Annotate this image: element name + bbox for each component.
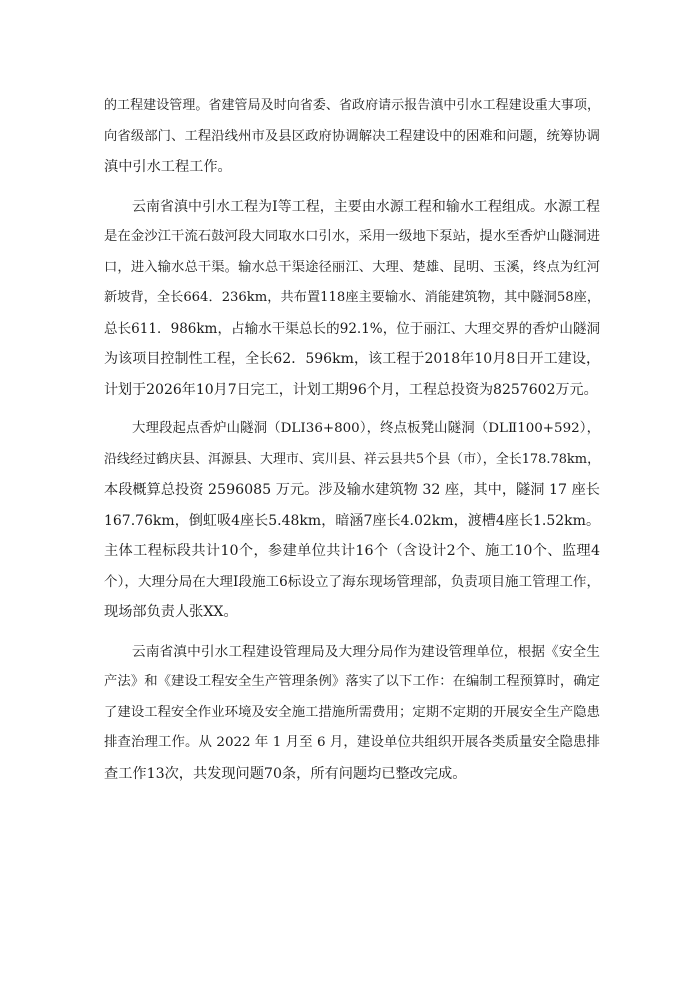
text-line: 云南省滇中引水工程建设管理局及大理分局作为建设管理单位，根据《安全生 [132,643,600,660]
text-line: 查工作13次，共发现问题70条，所有问题均已整改完成。 [104,765,467,782]
text-line: 为该项目控制性工程，全长62．596km，该工程于2018年10月8日开工建设， [104,351,600,367]
text-line: 向省级部门、工程沿线州市及县区政府协调解决工程建设中的困难和问题，统筹协调 [104,128,600,144]
text-line: 个），大理分局在大理Ⅰ段施工6标设立了海东现场管理部，负责项目施工管理工作， [104,573,600,590]
text-line: 了建设工程安全作业环境及安全施工措施所需费用；定期不定期的开展安全生产隐患 [104,704,600,720]
document-page [104,91,600,789]
text-line: 主体工程标段共计10个，参建单位共计16个（含设计2个、施工10个、监理4 [104,543,600,559]
text-line: 大理段起点香炉山隧洞（DLⅠ36+800），终点板凳山隧洞（DLⅡ100+592）， [132,421,600,436]
paragraph-management-duties [104,91,600,183]
text-line: 滇中引水工程工作。 [104,159,232,175]
paragraph-project-overview [104,192,600,406]
text-line: 的工程建设管理。省建管局及时向省委、省政府请示报告滇中引水工程建设重大事项， [104,98,600,113]
text-line: 总长611．986km，占输水干渠总长的92.1%，位于丽江、大理交界的香炉山隧洞 [104,320,600,337]
text-line: 云南省滇中引水工程为Ⅰ等工程，主要由水源工程和输水工程组成。水源工程 [132,198,600,215]
text-line: 167.76km，倒虹吸4座长5.48km，暗涵7座长4.02km，渡槽4座长1.52km。 [104,512,600,529]
paragraph-safety-work [104,637,600,790]
text-line: 本段概算总投资 2596085 万元。涉及输水建筑物 32 座，其中，隧洞 17 座长 [104,482,600,498]
text-line: 产法》和《建设工程安全生产管理条例》落实了以下工作：在编制工程预算时，确定 [104,674,600,689]
text-line: 计划于2026年10月7日完工，计划工期96个月，工程总投资为8257602万元。 [104,381,598,398]
paragraph-dali-section [104,414,600,628]
text-line: 排查治理工作。从 2022 年 1 月至 6 月，建设单位共组织开展各类质量安全隐患排 [104,735,600,750]
text-line: 是在金沙江干流石鼓河段大同取水口引水，采用一级地下泵站，提水至香炉山隧洞进 [104,229,600,244]
text-line: 沿线经过鹤庆县、洱源县、大理市、宾川县、祥云县共5个县（市），全长178.78km， [104,451,600,467]
text-line: 现场部负责人张XX。 [104,604,238,620]
text-line: 新坡背，全长664．236km，共布置118座主要输水、消能建筑物，其中隧洞58座， [104,290,600,305]
text-line: 口，进入输水总干渠。输水总干渠途径丽江、大理、楚雄、昆明、玉溪，终点为红河 [104,259,600,275]
